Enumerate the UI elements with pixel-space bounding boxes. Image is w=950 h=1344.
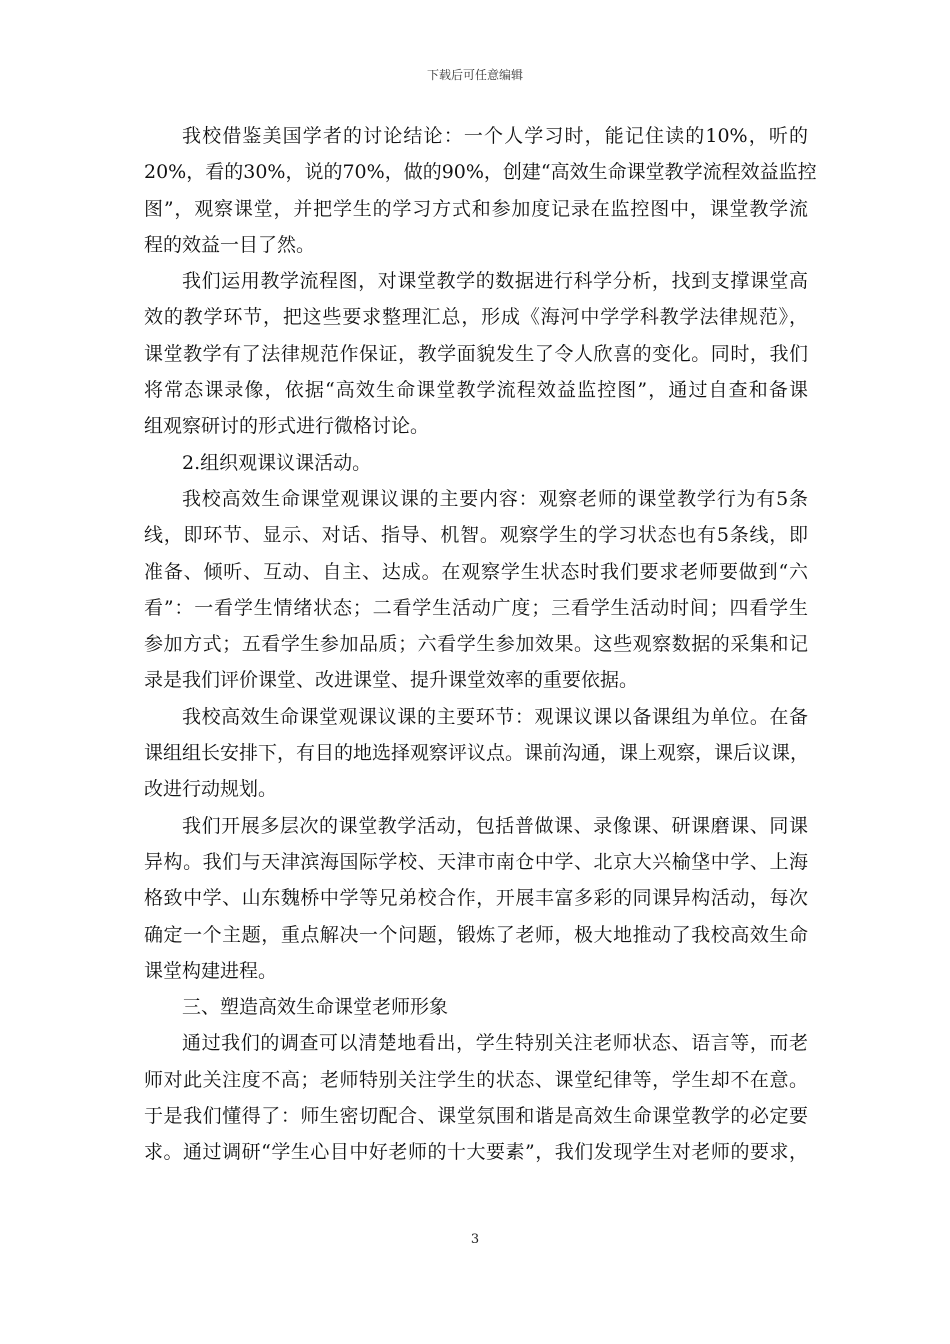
text-line: 课堂构建进程。 — [144, 959, 278, 982]
page-header: 下载后可任意编辑 — [426, 68, 523, 82]
text-line: 课堂教学有了法律规范作保证，教学面貌发生了令人欣喜的变化。同时，我们 — [144, 342, 808, 365]
text-line: 课组组长安排下，有目的地选择观察评议点。课前沟通，课上观察，课后议课， — [144, 742, 810, 765]
text-line: 我校高效生命课堂观课议课的主要环节：观课议课以备课组为单位。在备 — [182, 705, 808, 728]
text-line: 我们开展多层次的课堂教学活动，包括普做课、录像课、研课磨课、同课 — [182, 814, 808, 837]
text-line: 通过我们的调查可以清楚地看出，学生特别关注老师状态、语言等，而老 — [182, 1032, 808, 1055]
text-line: 参加方式；五看学生参加品质；六看学生参加效果。这些观察数据的采集和记 — [144, 633, 808, 656]
text-line: 程的效益一目了然。 — [144, 233, 316, 256]
text-line: 异构。我们与天津滨海国际学校、天津市南仓中学、北京大兴榆垡中学、上海 — [144, 850, 808, 873]
text-line: 确定一个主题，重点解决一个问题，锻炼了老师，极大地推动了我校高效生命 — [144, 923, 808, 946]
text-line: 看”：一看学生情绪状态；二看学生活动广度；三看学生活动时间；四看学生 — [144, 596, 808, 619]
text-line: 图”，观察课堂，并把学生的学习方式和参加度记录在监控图中，课堂教学流 — [144, 197, 808, 220]
document-body — [144, 118, 817, 1171]
text-line: 于是我们懂得了：师生密切配合、课堂氛围和谐是高效生命课堂教学的必定要 — [144, 1105, 808, 1128]
text-line: 求。通过调研“学生心目中好老师的十大要素”，我们发现学生对老师的要求， — [144, 1141, 808, 1164]
text-line: 组观察研讨的形式进行微格讨论。 — [144, 415, 430, 438]
text-line: 2.组织观课议课活动。 — [182, 451, 372, 474]
text-line: 格致中学、山东魏桥中学等兄弟校合作，开展丰富多彩的同课异构活动，每次 — [144, 887, 808, 910]
text-line: 我校高效生命课堂观课议课的主要内容：观察老师的课堂教学行为有5条 — [182, 487, 808, 510]
text-line: 20%，看的30%，说的70%，做的90%，创建“高效生命课堂教学流程效益监控 — [144, 161, 817, 184]
text-line: 改进行动规划。 — [144, 778, 278, 801]
text-line: 录是我们评价课堂、改进课堂、提升课堂效率的重要依据。 — [144, 669, 639, 692]
text-line: 线，即环节、显示、对话、指导、机智。观察学生的学习状态也有5条线，即 — [144, 524, 808, 547]
text-line: 将常态课录像，依据“高效生命课堂教学流程效益监控图”，通过自查和备课 — [144, 379, 808, 402]
text-line: 效的教学环节，把这些要求整理汇总，形成《海河中学学科教学法律规范》， — [144, 306, 808, 329]
text-line: 准备、倾听、互动、自主、达成。在观察学生状态时我们要求老师要做到“六 — [144, 560, 808, 583]
text-line: 三、塑造高效生命课堂老师形象 — [182, 996, 449, 1019]
text-line: 我们运用教学流程图，对课堂教学的数据进行科学分析，找到支撑课堂高 — [182, 270, 808, 293]
text-line: 我校借鉴美国学者的讨论结论：一个人学习时，能记住读的10%，听的 — [182, 125, 808, 147]
page-number: 3 — [470, 1232, 480, 1247]
text-line: 师对此关注度不高；老师特别关注学生的状态、课堂纪律等，学生却不在意。 — [144, 1068, 808, 1091]
